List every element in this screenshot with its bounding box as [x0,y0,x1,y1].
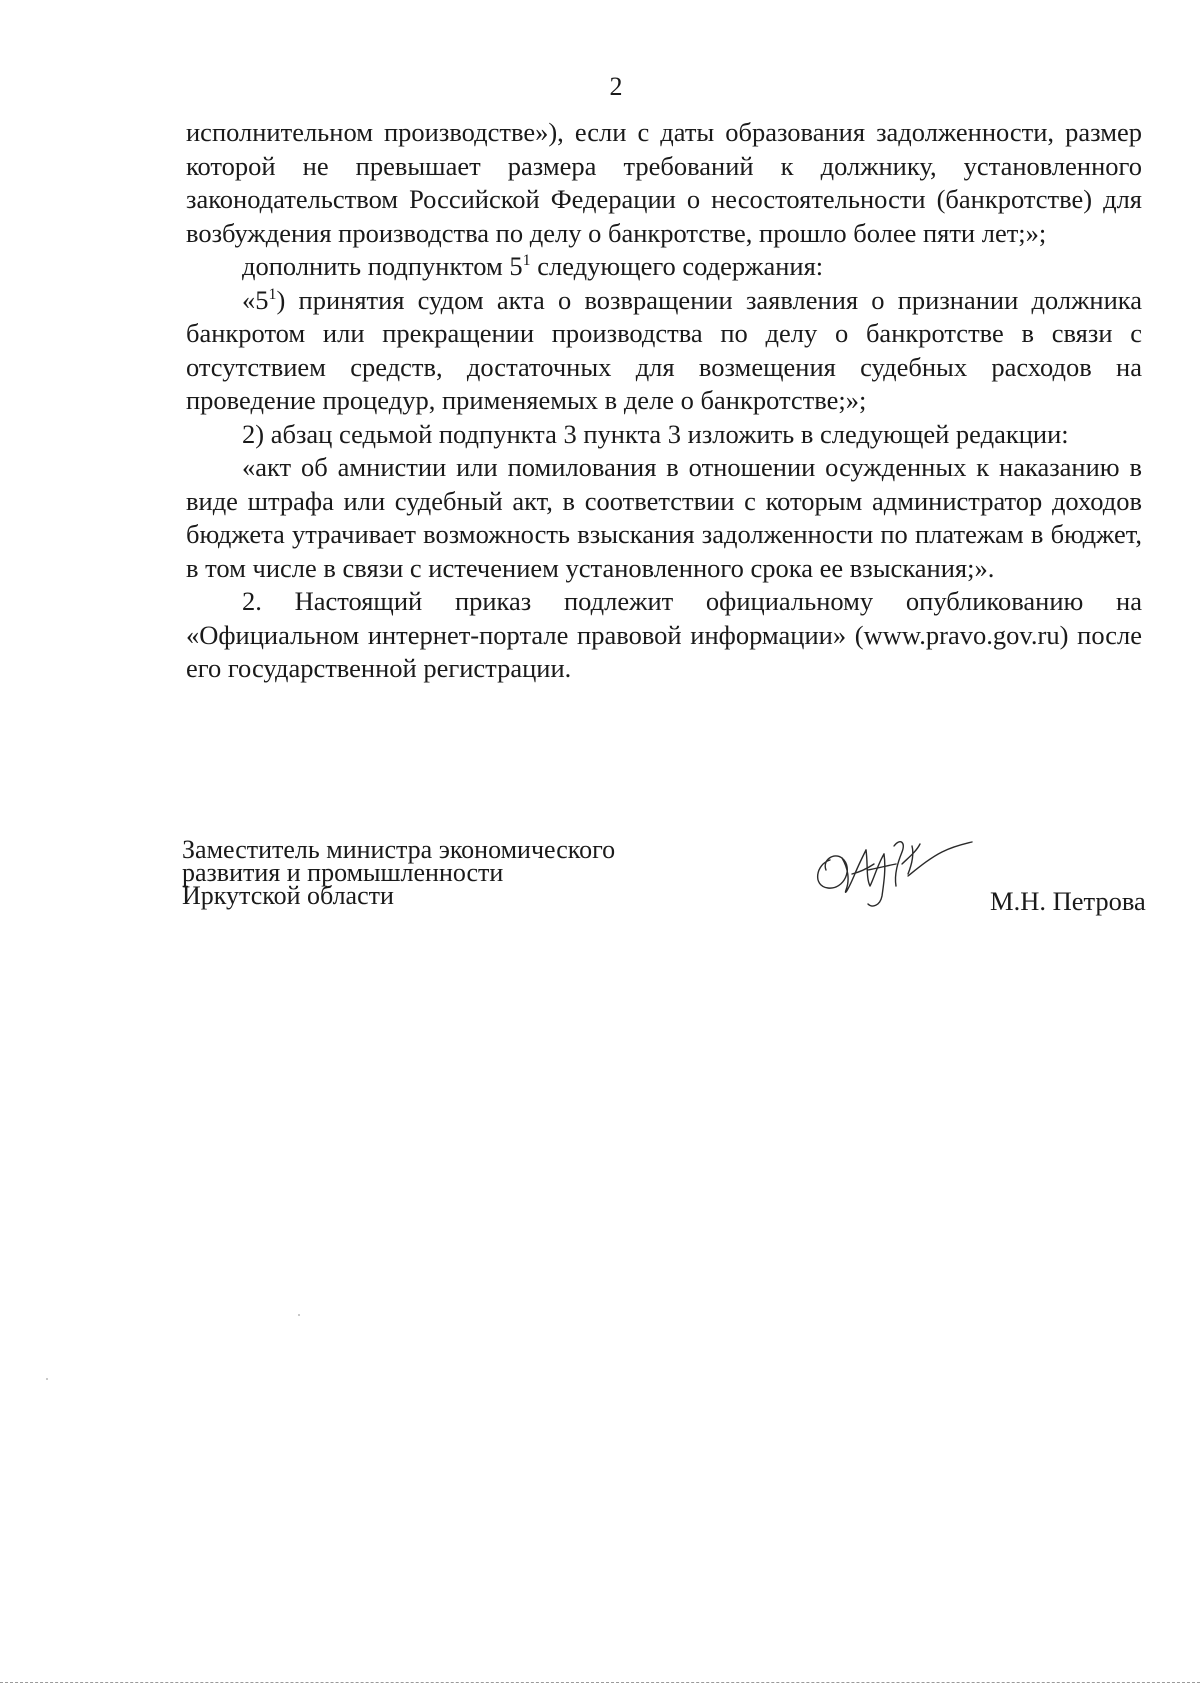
paragraph-text: ) принятия судом акта о возвращении заявления о признании должника банкротом или прекращении производства по делу о банкротстве в связи с отсутствием средств, достаточных для возмещения судебных расходов на проведение процедур, применяемых в деле о банкротстве;»; [186,284,1142,415]
signatory-position [182,835,662,910]
page-number: 2 [609,72,623,101]
signatory-position-line: Заместитель министра экономического [182,835,616,864]
signatory-name: М.Н. Петрова [990,886,1146,916]
document-body [186,116,1142,686]
paragraph-amendment-2: 2) абзац седьмой подпункта 3 пункта 3 изложить в следующей редакции: [242,418,1069,449]
scan-speck [46,1378,48,1380]
paragraph-text: дополнить подпунктом 5 [242,251,523,281]
paragraph-text: следующего содержания: [530,251,824,281]
paragraph-continuation: исполнительном производстве»), если с даты образования задолженности, размер которой не превышает размера требований к должнику, установленного законодательством Российской Федерации о несостоятельности (банкротстве) для возбуждения производства по делу о банкротстве, прошло более пяти лет;»; [186,117,1142,248]
paragraph-subclause-text [186,284,1142,418]
superscript: 1 [522,252,531,269]
scan-edge-line [0,1682,1200,1683]
handwritten-signature [808,824,978,914]
signatory-position-line: развития и промышленности [182,858,504,887]
paragraph-add-subclause [186,250,1142,284]
paragraph-publication: 2. Настоящий приказ подлежит официальному опубликованию на «Официальном интернет-портале правовой информации» (www.pravo.gov.ru) после его государственной регистрации. [186,586,1142,683]
paragraph-amendment-text: «акт об амнистии или помилования в отношении осужденных к наказанию в виде штрафа или судебный акт, в соответствии с которым администратор доходов бюджета утрачивает возможность взыскания задолженности по платежам в бюджет, в том числе в связи с истечением установленного срока ее взыскания;». [186,452,1142,583]
signatory-position-line: Иркутской области [182,881,394,910]
paragraph-text: «5 [242,284,269,315]
scan-speck [298,1314,300,1316]
superscript: 1 [268,285,277,303]
